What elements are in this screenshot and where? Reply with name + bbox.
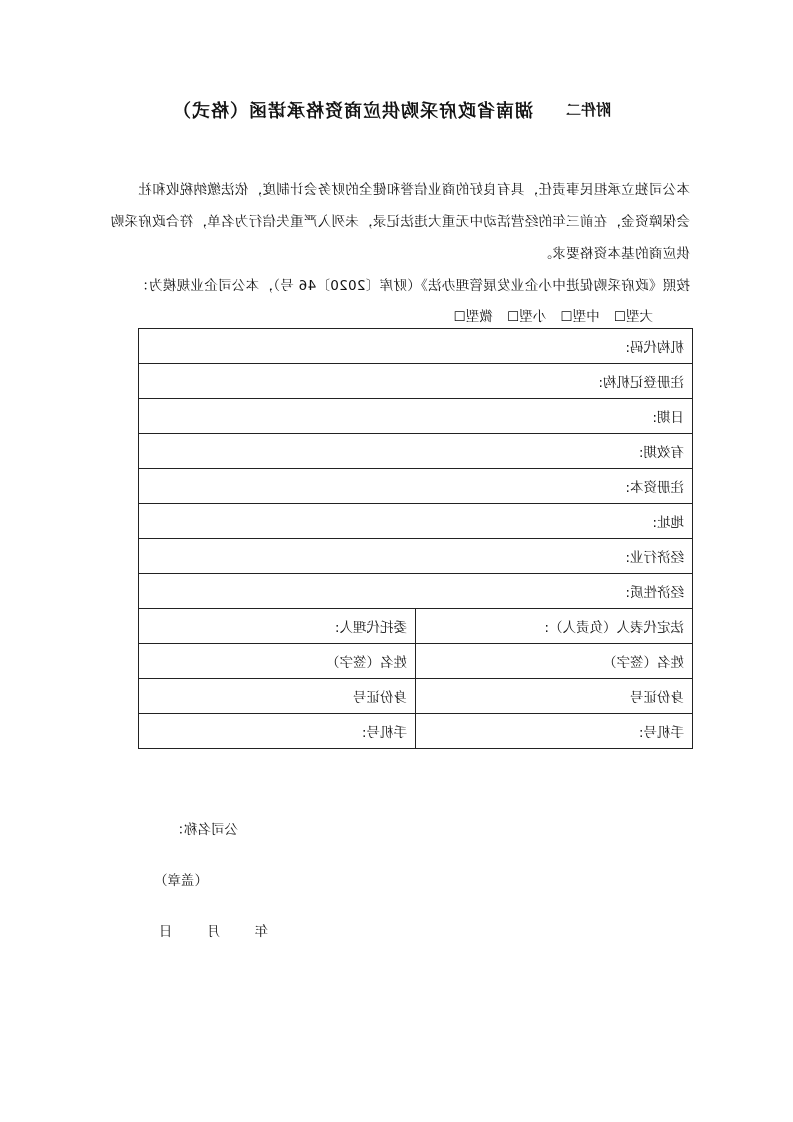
legal-rep-name-field[interactable]: 姓名（签字） — [416, 644, 693, 679]
table-row — [139, 504, 693, 539]
enterprise-type-large[interactable]: 大型☐ — [613, 309, 653, 325]
supplier-info-table — [138, 328, 693, 749]
date-line[interactable]: 年 月 日 — [158, 924, 268, 940]
table-row — [139, 679, 693, 714]
table-row — [139, 399, 693, 434]
table-row — [139, 434, 693, 469]
legal-rep-header: 法定代表人（负责人）: — [416, 609, 693, 644]
commitment-paragraph-line-2: 会保障资金，在前三年的经营活动中无重大违法记录，未列入严重失信行为名单，符合政府采购 — [110, 214, 690, 230]
table-row — [139, 609, 693, 644]
table-row — [139, 329, 693, 364]
enterprise-type-micro[interactable]: 微型☐ — [453, 309, 493, 325]
agent-name-field[interactable]: 姓名（签字） — [139, 644, 416, 679]
page-title: 湖南省政府采购供应商资格承诺函（格式） — [172, 101, 533, 122]
enterprise-type-small[interactable]: 小型☐ — [507, 309, 547, 325]
agent-id-field[interactable]: 身份证号 — [139, 679, 416, 714]
enterprise-type-options — [444, 305, 653, 325]
commitment-paragraph-line-3: 供应商的基本资格要求。 — [538, 246, 690, 262]
commitment-paragraph-line-1: 本公司独立承担民事责任，具有良好的商业信誉和健全的财务会计制度，依法缴纳税收和社 — [138, 182, 690, 198]
table-row — [139, 539, 693, 574]
table-row — [139, 469, 693, 504]
company-name-label[interactable]: 公司名称： — [170, 822, 238, 838]
attachment-label: 附件二 — [565, 101, 611, 119]
enterprise-type-medium[interactable]: 中型☐ — [560, 309, 600, 325]
address-field[interactable]: 地址: — [139, 504, 693, 539]
legal-rep-id-field[interactable]: 身份证号 — [416, 679, 693, 714]
economic-nature-field[interactable]: 经济性质: — [139, 574, 693, 609]
registration-authority-field[interactable]: 注册登记机构: — [139, 364, 693, 399]
date-field[interactable]: 日期: — [139, 399, 693, 434]
validity-field[interactable]: 有效期: — [139, 434, 693, 469]
table-row — [139, 644, 693, 679]
registered-capital-field[interactable]: 注册资本: — [139, 469, 693, 504]
enterprise-scale-statement: 按照《政府采购促进中小企业发展管理办法》（财库〔2020〕46 号），本公司企业规模为： — [134, 278, 690, 294]
org-code-field[interactable]: 机构代码: — [139, 329, 693, 364]
legal-rep-phone-field[interactable]: 手机号: — [416, 714, 693, 749]
industry-field[interactable]: 经济行业: — [139, 539, 693, 574]
agent-header: 委托代理人: — [139, 609, 416, 644]
table-row — [139, 574, 693, 609]
table-row — [139, 714, 693, 749]
table-row — [139, 364, 693, 399]
stamp-label: （盖章） — [154, 873, 208, 889]
agent-phone-field[interactable]: 手机号: — [139, 714, 416, 749]
